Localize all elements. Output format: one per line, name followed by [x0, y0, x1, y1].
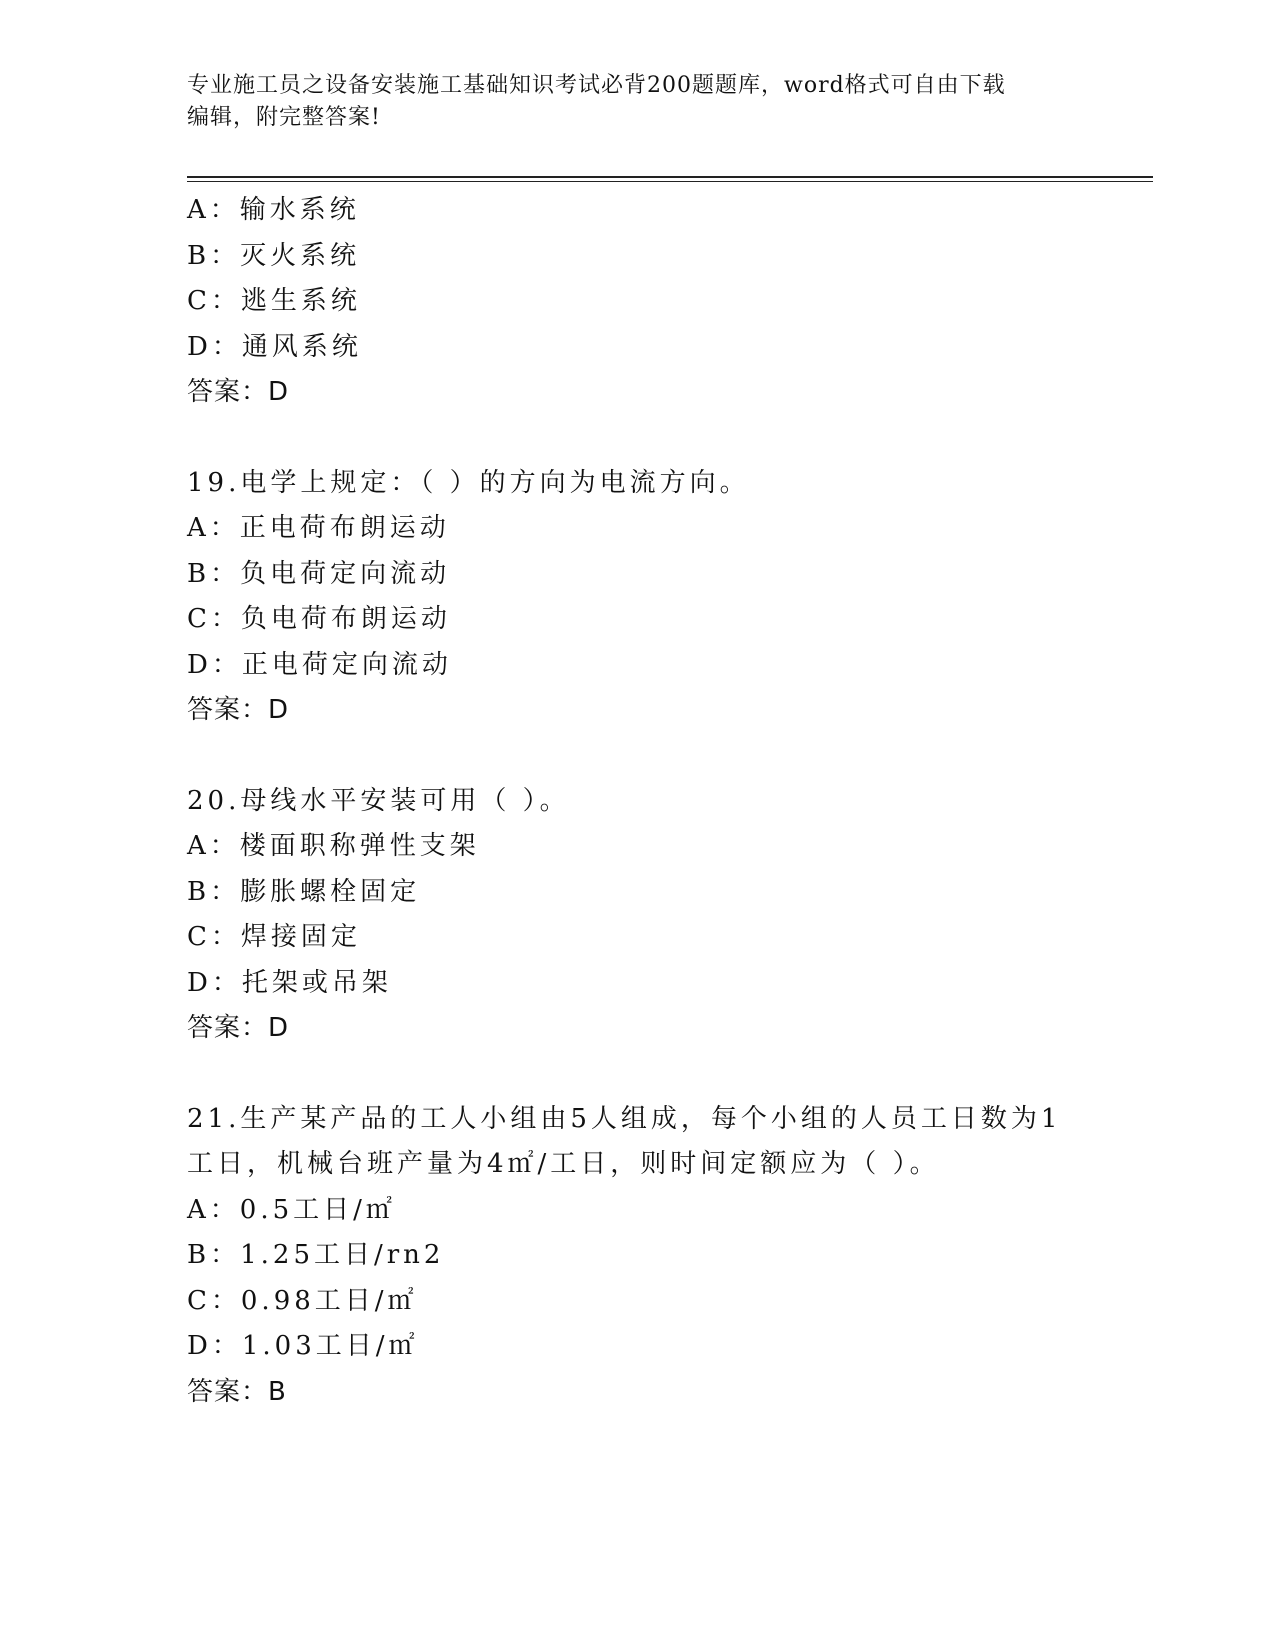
option-a: A：正电荷布朗运动	[187, 513, 450, 543]
question-block	[187, 188, 1107, 416]
question-block	[187, 1097, 1107, 1416]
question-text: 19.电学上规定：（ ）的方向为电流方向。	[187, 467, 750, 498]
option-c: C：0.98工日/㎡	[187, 1285, 418, 1316]
header-divider-thin	[187, 181, 1153, 182]
option-d: D：正电荷定向流动	[187, 649, 452, 680]
option-b: B：灭火系统	[187, 240, 361, 271]
option-b: B：膨胀螺栓固定	[187, 876, 421, 907]
option-b: B：1.25工日/rn2	[187, 1240, 445, 1270]
answer-line: 答案：B	[187, 1376, 287, 1407]
answer-line: 答案：D	[187, 1013, 290, 1043]
option-d: D：1.03工日/㎡	[187, 1331, 419, 1361]
answer-line: 答案：D	[187, 377, 290, 407]
option-d: D：通风系统	[187, 331, 362, 362]
header-title-line1: 专业施工员之设备安装施工基础知识考试必背200题题库，word格式可自由下载	[187, 73, 1006, 98]
answer-line: 答案：D	[187, 695, 290, 725]
spacer	[187, 416, 1107, 461]
option-c: C：负电荷布朗运动	[187, 604, 451, 634]
question-text: 21.生产某产品的工人小组由5人组成，每个小组的人员工日数为1工日，机械台班产量为4㎡/工日，则时间定额应为（ ）。	[187, 1103, 1062, 1179]
option-a: A：楼面职称弹性支架	[187, 831, 480, 861]
option-c: C：逃生系统	[187, 286, 361, 316]
option-a: A：输水系统	[187, 195, 360, 225]
header-title-line2: 编辑，附完整答案!	[187, 105, 381, 130]
option-d: D：托架或吊架	[187, 967, 392, 998]
spacer	[187, 734, 1107, 779]
question-text: 20.母线水平安装可用（ ）。	[187, 785, 570, 816]
question-block	[187, 461, 1107, 734]
header-divider-thick	[187, 176, 1153, 178]
option-c: C：焊接固定	[187, 922, 361, 952]
option-b: B：负电荷定向流动	[187, 558, 451, 589]
option-a: A：0.5工日/㎡	[187, 1194, 396, 1225]
question-block	[187, 779, 1107, 1052]
spacer	[187, 1052, 1107, 1097]
document-header	[187, 70, 1067, 134]
question-list	[187, 188, 1107, 1415]
